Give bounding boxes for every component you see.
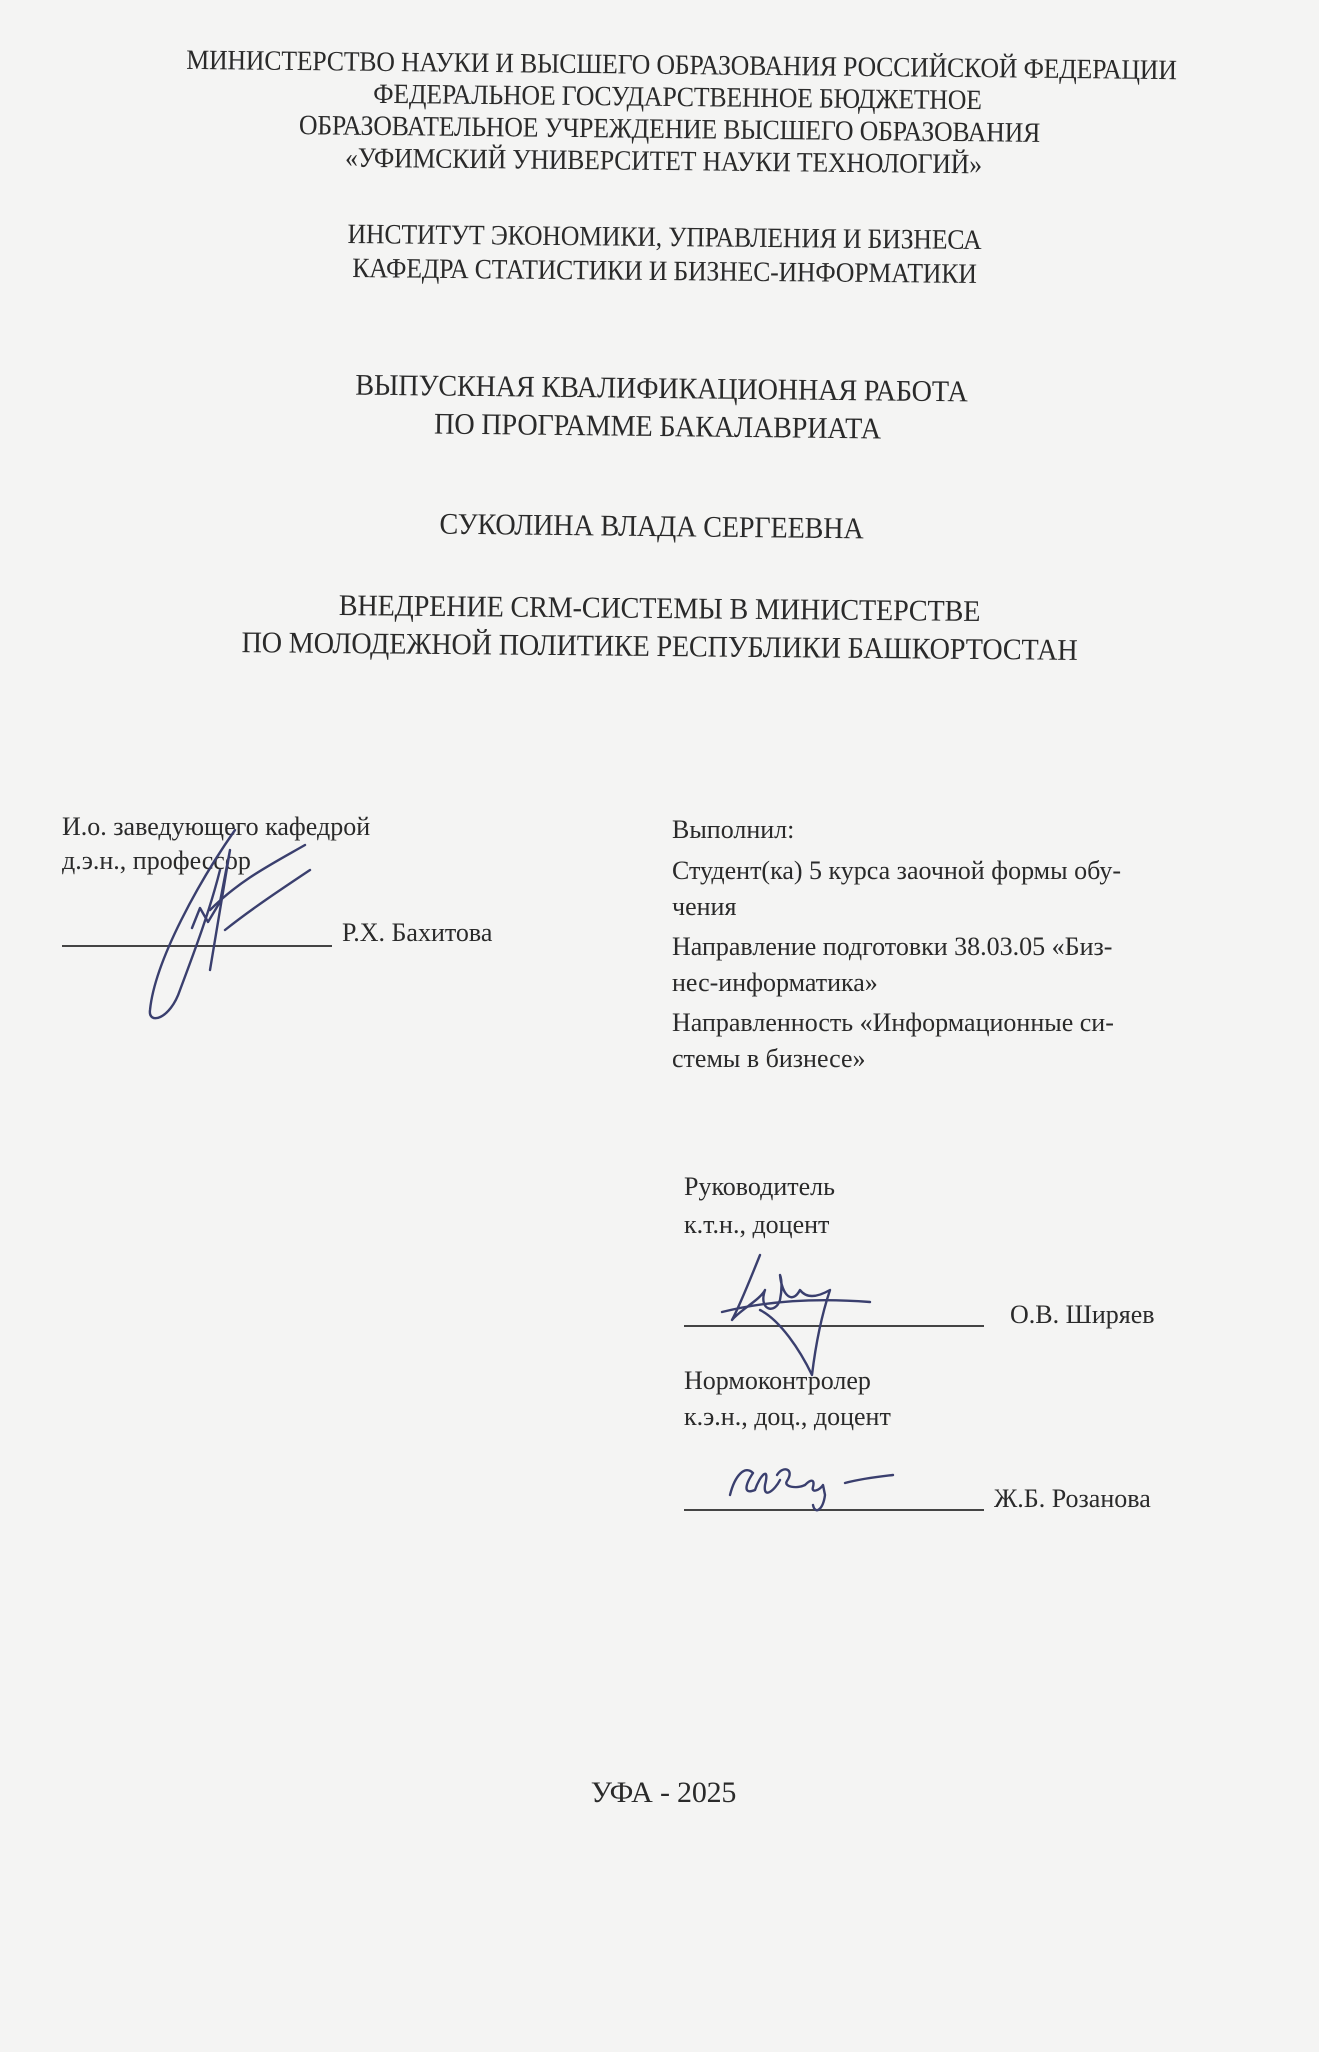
performed-by-line-6: стемы в бизнесе»: [672, 1044, 866, 1073]
supervisor-name: О.В. Ширяев: [1010, 1300, 1155, 1329]
head-signature-icon: [140, 810, 360, 1030]
city-year: УФА - 2025: [590, 1776, 737, 1809]
work-type-line1: ВЫПУСКНАЯ КВАЛИФИКАЦИОННАЯ РАБОТА: [355, 368, 968, 409]
thesis-title-line2: ПО МОЛОДЕЖНОЙ ПОЛИТИКЕ РЕСПУБЛИКИ БАШКОРТОСТАН: [241, 626, 1078, 667]
performed-by-line-2: чения: [672, 892, 737, 921]
performed-by-line-4: нес-информатика»: [672, 968, 878, 997]
institute-name: ИНСТИТУТ ЭКОНОМИКИ, УПРАВЛЕНИЯ И БИЗНЕСА: [347, 218, 982, 257]
performed-by-line-3: Направление подготовки 38.03.05 «Биз-: [672, 932, 1113, 961]
work-type-line2: ПО ПРОГРАММЕ БАКАЛАВРИАТА: [433, 407, 882, 446]
header-line-federal: ФЕДЕРАЛЬНОЕ ГОСУДАРСТВЕННОЕ БЮДЖЕТНОЕ: [373, 78, 982, 117]
norm-controller-signature-icon: [715, 1455, 915, 1535]
head-degree: д.э.н., профессор: [62, 846, 251, 875]
supervisor-signature-icon: [720, 1250, 920, 1380]
performed-by-line-1: Студент(ка) 5 курса заочной формы обу-: [672, 856, 1121, 885]
performed-by-label: Выполнил:: [672, 815, 795, 844]
header-line-university: «УФИМСКИЙ УНИВЕРСИТЕТ НАУКИ ТЕХНОЛОГИЙ»: [344, 142, 983, 181]
norm-controller-role: Нормоконтролер: [684, 1366, 871, 1395]
supervisor-degree: к.т.н., доцент: [684, 1210, 830, 1239]
thesis-title-line1: ВНЕДРЕНИЕ CRM-СИСТЕМЫ В МИНИСТЕРСТВЕ: [338, 589, 981, 628]
author-name: СУКОЛИНА ВЛАДА СЕРГЕЕВНА: [439, 507, 864, 546]
supervisor-role: Руководитель: [684, 1172, 835, 1201]
head-role: И.о. заведующего кафедрой: [62, 812, 371, 841]
head-name: Р.Х. Бахитова: [342, 918, 493, 947]
performed-by-line-5: Направленность «Информационные си-: [672, 1008, 1114, 1037]
header-line-ministry: МИНИСТЕРСТВО НАУКИ И ВЫСШЕГО ОБРАЗОВАНИЯ РОССИЙСКОЙ ФЕДЕРАЦИИ: [186, 44, 1177, 87]
norm-controller-degree: к.э.н., доц., доцент: [684, 1402, 891, 1431]
norm-controller-name: Ж.Б. Розанова: [994, 1484, 1151, 1513]
header-line-institution-type: ОБРАЗОВАТЕЛЬНОЕ УЧРЕЖДЕНИЕ ВЫСШЕГО ОБРАЗОВАНИЯ: [298, 110, 1041, 149]
department-name: КАФЕДРА СТАТИСТИКИ И БИЗНЕС-ИНФОРМАТИКИ: [352, 253, 977, 290]
